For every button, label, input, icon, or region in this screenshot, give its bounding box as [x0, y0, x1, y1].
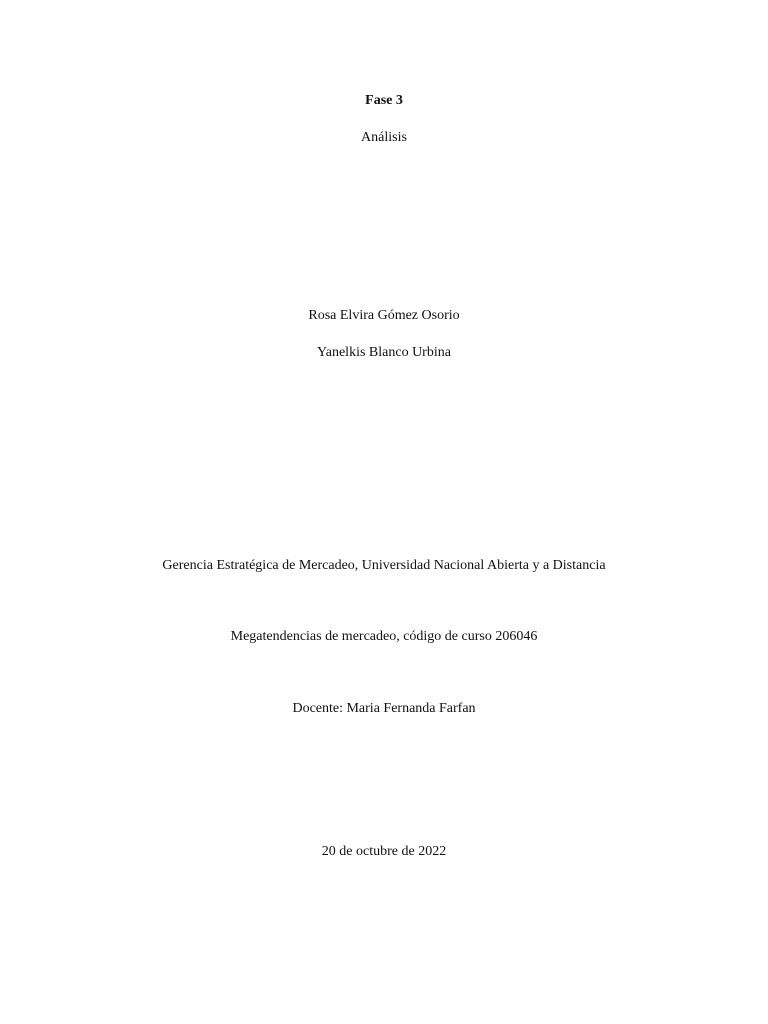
author-name: Yanelkis Blanco Urbina: [317, 345, 451, 360]
course-line: Megatendencias de mercadeo, código de curso 206046: [230, 629, 538, 644]
document-subtitle: Análisis: [361, 130, 407, 145]
date-line: 20 de octubre de 2022: [321, 844, 447, 859]
teacher-line: Docente: Maria Fernanda Farfan: [292, 701, 476, 716]
document-title: Fase 3: [365, 93, 403, 108]
institution-line: Gerencia Estratégica de Mercadeo, Universidad Nacional Abierta y a Distancia: [162, 558, 606, 573]
author-name: Rosa Elvira Gómez Osorio: [308, 308, 460, 323]
